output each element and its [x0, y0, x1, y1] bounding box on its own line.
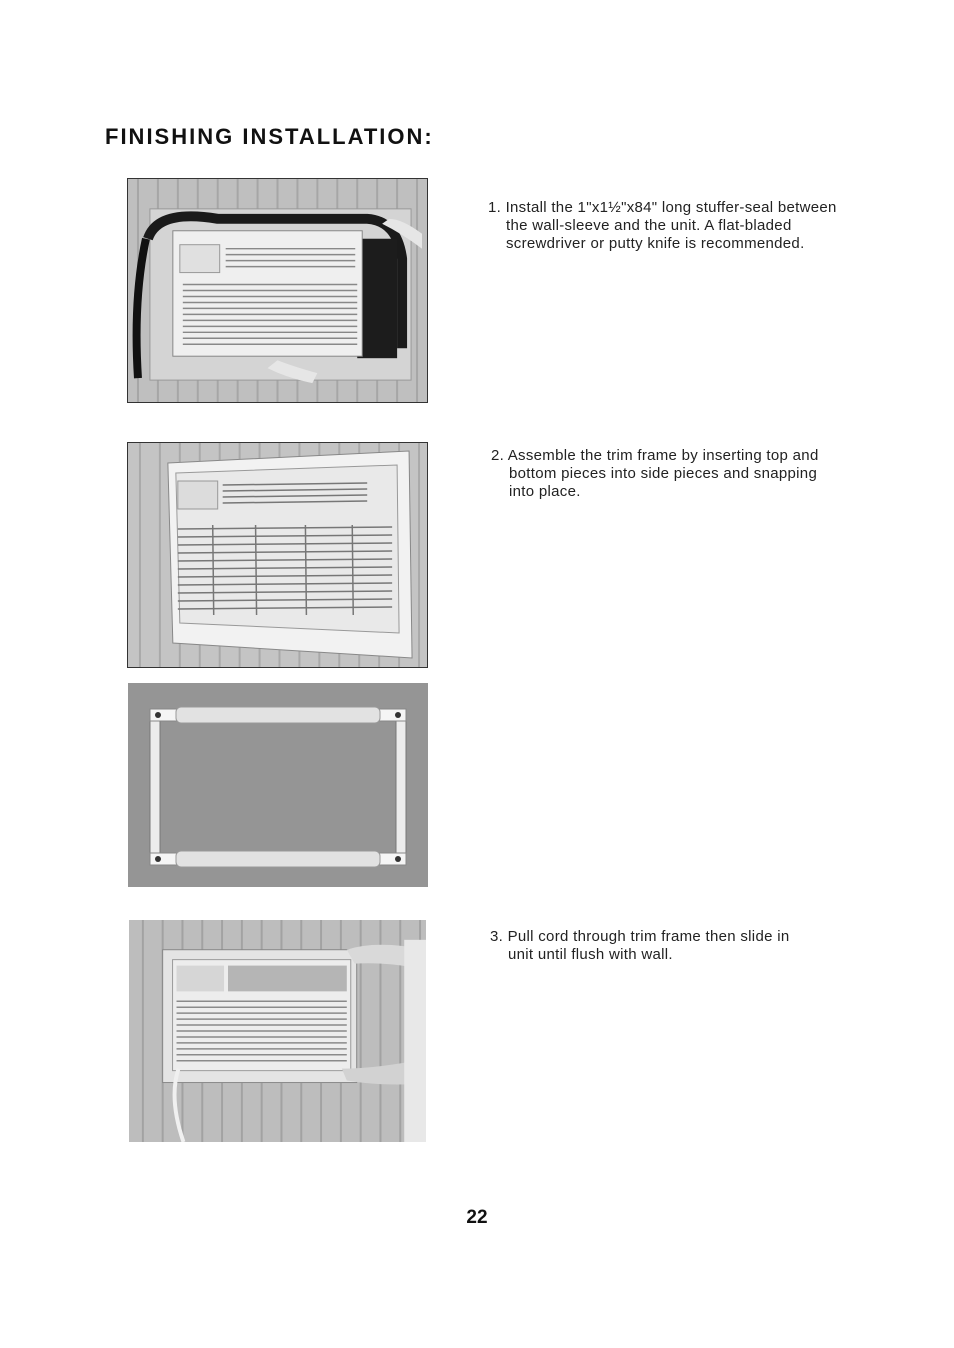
photo-stuffer-seal-installation: [127, 178, 428, 403]
photo-assembled-trim-frame: [128, 683, 428, 887]
page-title: FINISHING INSTALLATION:: [105, 124, 434, 149]
step-1-text: [488, 199, 837, 253]
photo-unit-with-trim-frame: [127, 442, 428, 668]
step-1-line-2: the wall-sleeve and the unit. A flat-bladed: [506, 217, 792, 234]
step-2-text: [491, 447, 819, 501]
step-3-line-1: 3. Pull cord through trim frame then slide in: [490, 928, 790, 945]
page-number: 22: [466, 1207, 488, 1228]
step-1-line-3: screwdriver or putty knife is recommended.: [506, 235, 805, 252]
step-3-text: [490, 928, 789, 964]
step-2-line-3: into place.: [509, 483, 581, 500]
photo-slide-unit-into-frame: [129, 920, 426, 1142]
step-1-line-1: 1. Install the 1"x1½"x84" long stuffer-seal between: [488, 199, 837, 216]
step-2-line-2: bottom pieces into side pieces and snapping: [509, 465, 818, 482]
step-3-line-2: unit until flush with wall.: [508, 946, 673, 963]
step-2-line-1: 2. Assemble the trim frame by inserting top and: [491, 447, 819, 464]
